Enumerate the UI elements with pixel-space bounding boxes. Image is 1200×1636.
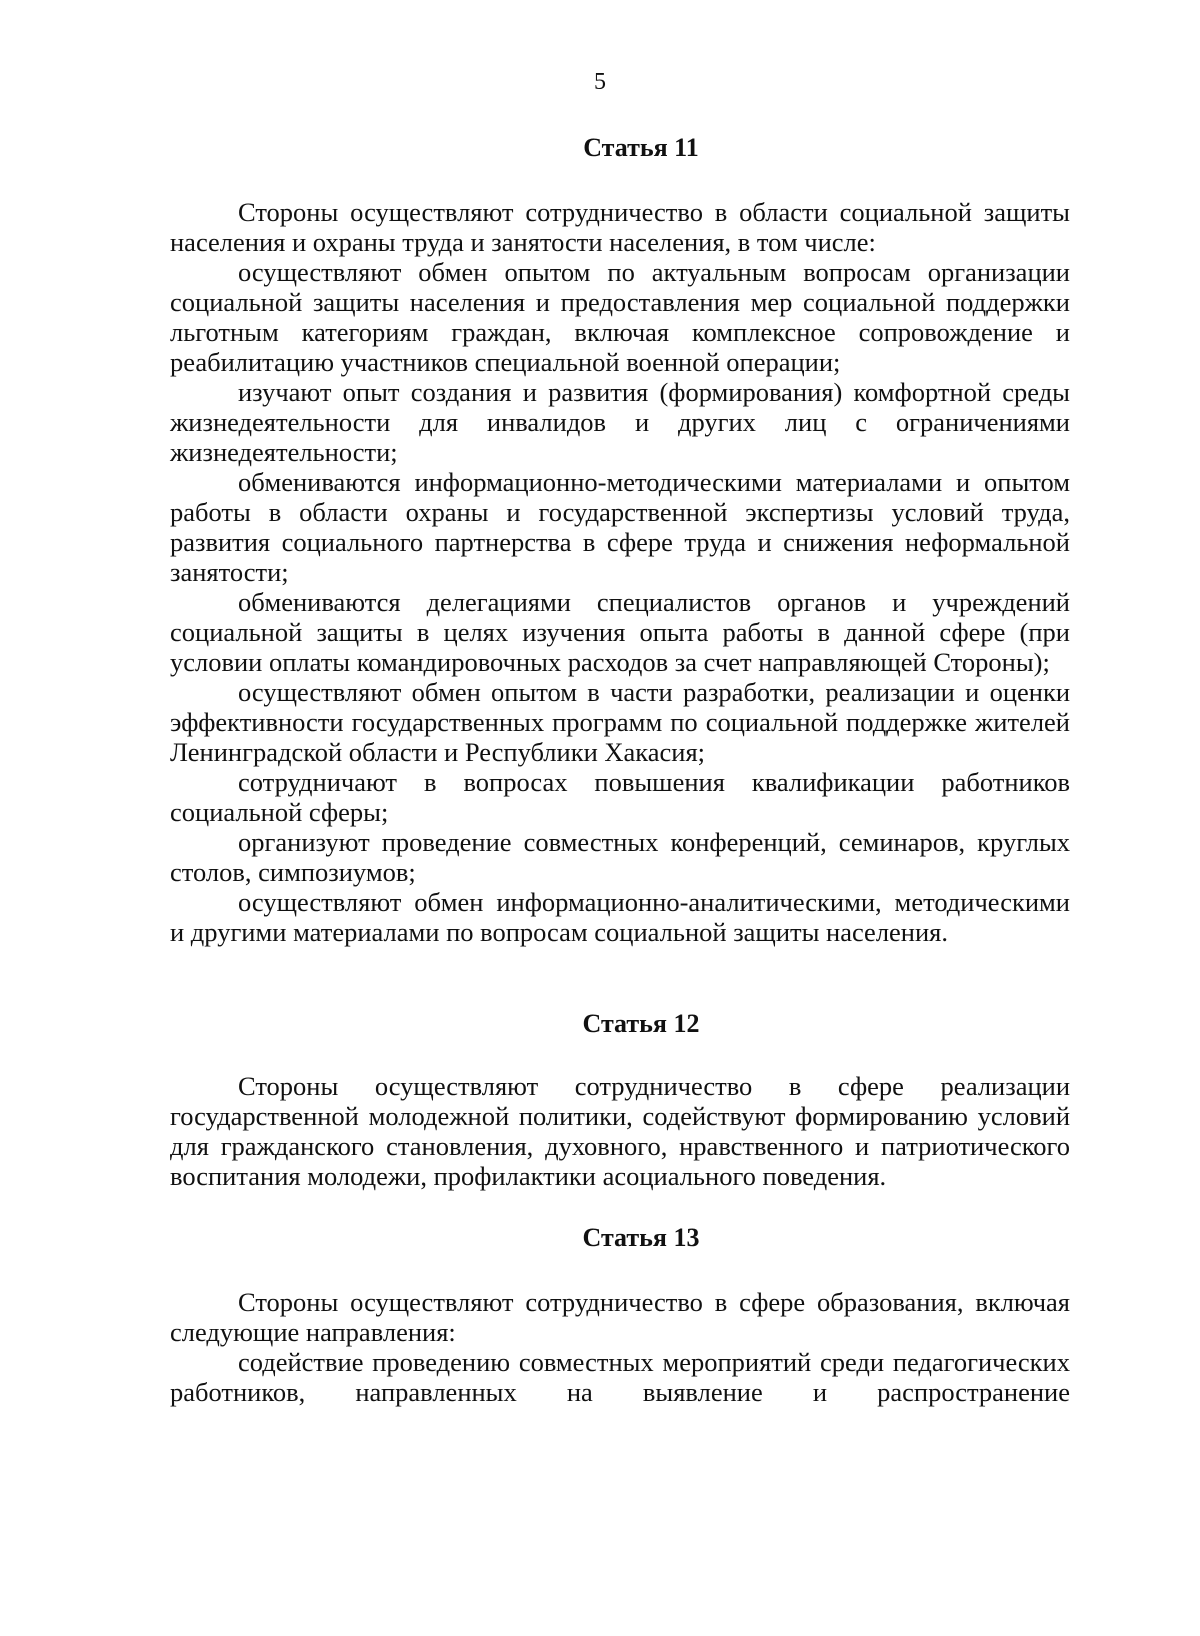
- paragraph: осуществляют обмен опытом по актуальным вопросам организации социальной защиты населения и предоставления мер социальной поддержки льготным категориям граждан, включая комплексное сопровождение и реабилитацию участников специальной военной операции;: [170, 257, 1070, 377]
- paragraph: изучают опыт создания и развития (формирования) комфортной среды жизнедеятельности для инвалидов и других лиц с ограничениями жизнедеятельности;: [170, 377, 1070, 467]
- paragraph: обмениваются делегациями специалистов органов и учреждений социальной защиты в целях изучения опыта работы в данной сфере (при условии оплаты командировочных расходов за счет направляющей Стороны);: [170, 587, 1070, 677]
- paragraph: осуществляют обмен информационно-аналитическими, методическими и другими материалами по вопросам социальной защиты населения.: [170, 887, 1070, 947]
- article-title: Статья 12: [582, 1009, 700, 1038]
- paragraph: обмениваются информационно-методическими материалами и опытом работы в области охраны и государственной экспертизы условий труда, развития социального партнерства в сфере труда и снижения неформальной занятости;: [170, 467, 1070, 587]
- article-title: Статья 11: [583, 133, 699, 162]
- paragraph: организуют проведение совместных конференций, семинаров, круглых столов, симпозиумов;: [170, 827, 1070, 887]
- article-12: [170, 1009, 1070, 1191]
- article-13: [170, 1223, 1070, 1407]
- document-body: [170, 130, 1070, 1407]
- article-11: [170, 133, 1070, 947]
- paragraph: содействие проведению совместных мероприятий среди педагогических работников, направленных на выявление и распространение: [170, 1347, 1070, 1407]
- page-number: 5: [594, 69, 606, 95]
- paragraph: сотрудничают в вопросах повышения квалификации работников социальной сферы;: [170, 767, 1070, 827]
- paragraph: Стороны осуществляют сотрудничество в сфере реализации государственной молодежной политики, содействуют формированию условий для гражданского становления, духовного, нравственного и патриотического воспитания молодежи, профилактики асоциального поведения.: [170, 1071, 1070, 1191]
- paragraph: Стороны осуществляют сотрудничество в области социальной защиты населения и охраны труда и занятости населения, в том числе:: [170, 197, 1070, 257]
- paragraph: осуществляют обмен опытом в части разработки, реализации и оценки эффективности государственных программ по социальной поддержке жителей Ленинградской области и Республики Хакасия;: [170, 677, 1070, 767]
- paragraph: Стороны осуществляют сотрудничество в сфере образования, включая следующие направления:: [170, 1287, 1070, 1347]
- article-title: Статья 13: [582, 1223, 700, 1252]
